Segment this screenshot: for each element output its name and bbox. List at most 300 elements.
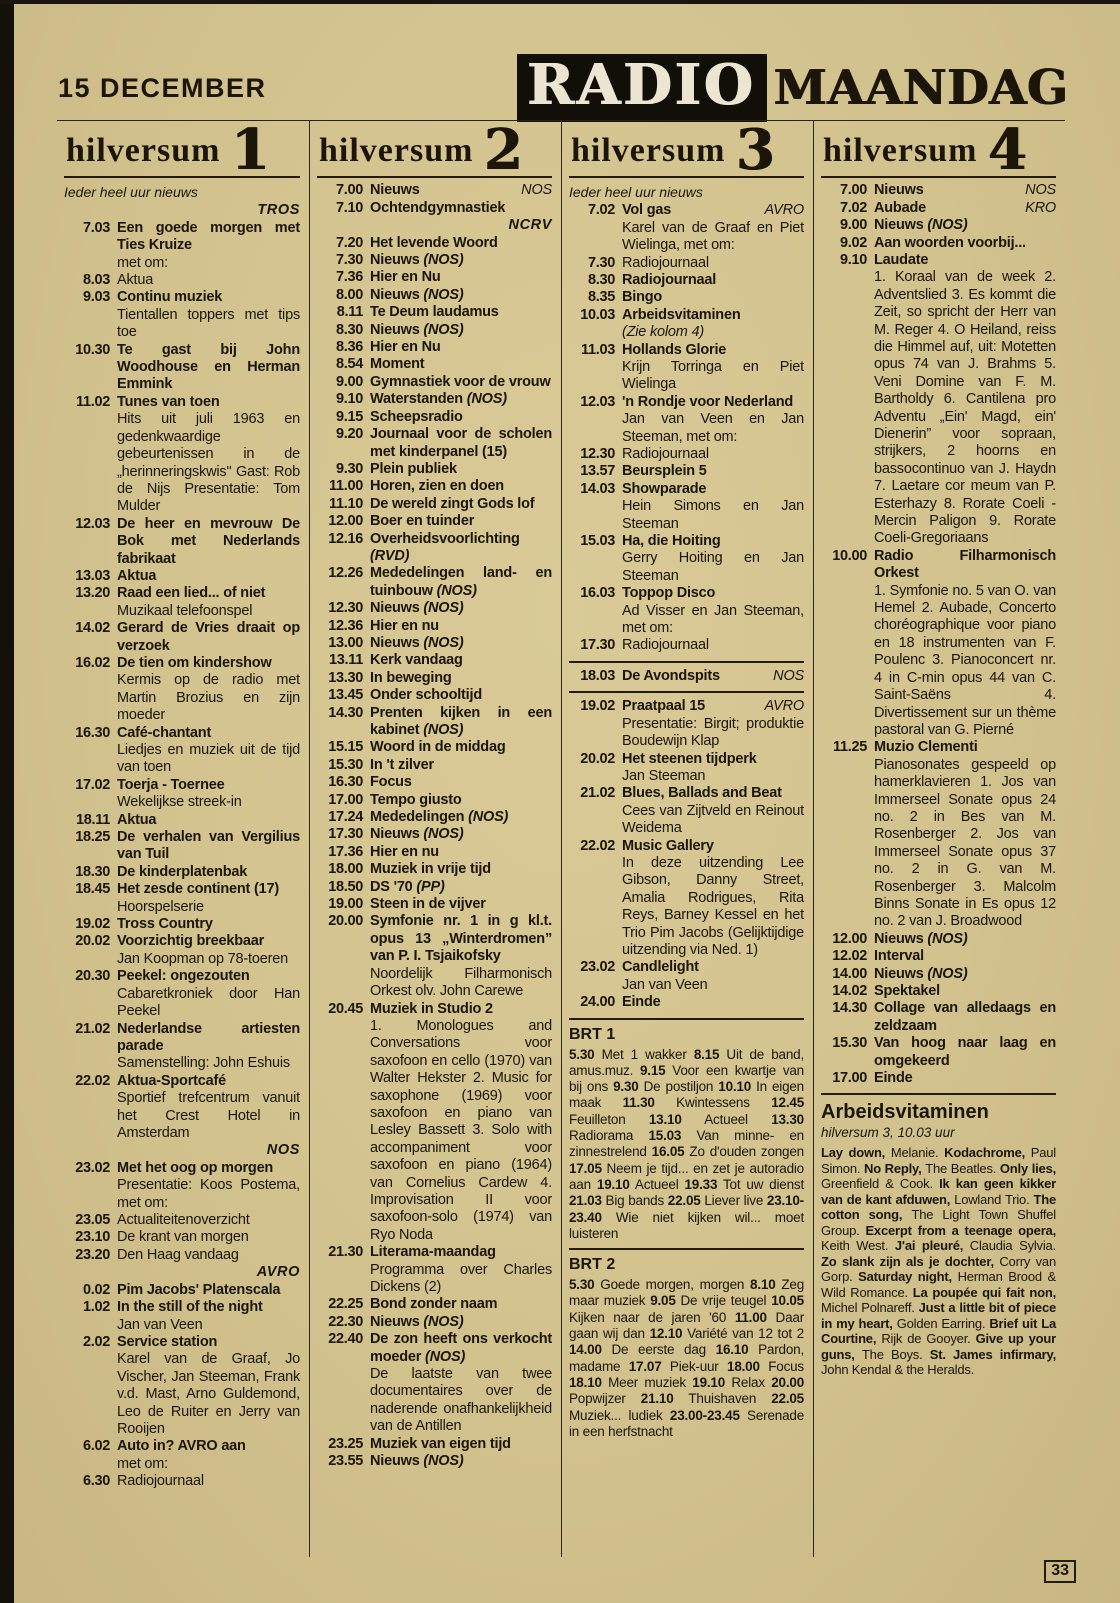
program-title: In beweging: [370, 669, 452, 686]
program-row: [64, 812, 300, 829]
program-desc: Kermis op de radio met Martin Brozius en zijn moeder: [117, 672, 300, 724]
divider-rule: [569, 1018, 804, 1020]
program-row: [569, 255, 804, 272]
program-row: [317, 235, 552, 252]
italic-text-run: (NOS): [423, 600, 464, 617]
scan-edge-left: [0, 0, 14, 1603]
program-title: Pim Jacobs' Platenscala: [117, 1281, 281, 1298]
program-body: [370, 391, 552, 408]
program-desc: met om:: [117, 1455, 168, 1472]
program-title: Bond zonder naam: [370, 1296, 498, 1313]
program-title: Prenten kijken in een kabinet (NOS): [370, 704, 552, 738]
program-title: Nieuws (NOS): [370, 600, 464, 617]
program-body: [370, 478, 552, 495]
program-body: [622, 463, 804, 480]
column-masthead: [569, 117, 804, 183]
column-hilversum-4: [813, 117, 1065, 1557]
bold-text-run: 23.10-23.40: [569, 1193, 804, 1225]
program-time: 8.30: [587, 271, 615, 288]
program-time: 16.30: [75, 724, 110, 741]
program-body: [874, 931, 1056, 948]
program-title: Tunes van toen: [117, 393, 220, 410]
program-title: Te gast bij John Woodhouse en Herman Emmink: [117, 341, 300, 393]
program-row: [64, 1334, 300, 1438]
program-row: [64, 1160, 300, 1212]
song-artist: Keith West.: [821, 1238, 895, 1254]
program-row: [821, 217, 1056, 234]
program-desc: Tientallen toppers met tips toe: [117, 306, 300, 341]
program-row: [317, 252, 552, 269]
program-time: 20.02: [580, 750, 615, 767]
program-row: [821, 252, 1056, 548]
songs-paragraph: [821, 1145, 1056, 1378]
bold-text-run: 8.10: [750, 1277, 776, 1293]
program-title: Peekel: ongezouten: [117, 968, 250, 985]
program-title: Beursplein 5: [622, 463, 707, 480]
program-row: [821, 182, 1056, 199]
program-row: [64, 655, 300, 725]
program-body: [370, 705, 552, 740]
bold-text-run: 13.10: [648, 1111, 682, 1127]
program-desc: Jan Steeman: [622, 767, 706, 784]
program-body: [622, 272, 804, 289]
columns-grid: [57, 117, 1065, 1557]
program-body: [874, 200, 1056, 217]
program-row: [64, 1282, 300, 1299]
program-title: Tross Country: [117, 916, 213, 933]
program-body: [622, 785, 804, 837]
program-row: [317, 896, 552, 913]
radio-logo: RADIO: [517, 54, 768, 122]
program-row: [569, 785, 804, 837]
program-row: [317, 826, 552, 843]
network-tag: NOS: [773, 667, 804, 684]
program-body: [874, 1000, 1056, 1035]
program-body: [370, 792, 552, 809]
song-title: Only lies,: [999, 1160, 1057, 1176]
program-time: 23.02: [75, 1159, 110, 1176]
program-body: [370, 1296, 552, 1313]
program-body: [874, 1070, 1056, 1087]
program-body: [370, 826, 552, 843]
italic-text-run: (NOS): [466, 391, 507, 408]
program-time: 8.11: [336, 304, 363, 321]
date-label: 15 DECEMBER: [58, 72, 267, 103]
program-title: Muzio Clementi: [874, 739, 978, 756]
italic-text-run: (NOS): [436, 582, 477, 599]
program-body: [370, 322, 552, 339]
divider-rule: [569, 661, 804, 663]
song-artist: Lowland Trio.: [954, 1191, 1034, 1207]
program-title: Nieuws (NOS): [370, 1313, 464, 1330]
network-tag: NOS: [1025, 182, 1056, 199]
program-time: 7.02: [839, 199, 867, 216]
program-time: 9.03: [82, 289, 110, 306]
program-time: 9.15: [335, 408, 363, 425]
program-row: [569, 307, 804, 342]
program-time: 23.20: [75, 1246, 110, 1263]
program-body: [117, 1160, 300, 1212]
program-time: 9.10: [335, 391, 363, 408]
bold-text-run: 22.05: [771, 1391, 804, 1407]
radio-masthead: [517, 54, 1068, 122]
program-row: [64, 1299, 300, 1334]
program-row: [317, 705, 552, 740]
program-body: [874, 739, 1056, 930]
program-row: [317, 774, 552, 791]
program-time: 22.30: [328, 1313, 363, 1330]
program-row: [64, 220, 300, 272]
program-desc: 1. Koraal van de week 2. Adventslied 3. Es kommt die Zeit, so spricht der Herr van M. Reger 4. O Heiland, reiss die Himmel auf, uit: Motetten opus 74 van J. Brahms 5. Veni Domine van F. M. Bartholdy 6. Cantilena pro Adventu „Ein' Magd, ein' Dienerin” voor sopraan, strijkers, 2 hoorns en bassocontinuo van J. Haydn 7. Laetare cor meum van P. Esterhazy 8. Rorate Coeli - Mercin Paligon 9. Rorate Coeli-Gregoriaans: [874, 269, 1056, 547]
program-row: [569, 585, 804, 637]
bold-text-run: 9.30: [613, 1079, 639, 1095]
program-body: [117, 777, 300, 812]
program-body: [370, 235, 552, 252]
program-time: 7.00: [335, 182, 363, 199]
network-label: NCRV: [508, 217, 552, 234]
program-time: 7.10: [335, 199, 363, 216]
program-time: 8.30: [335, 321, 363, 338]
program-row: [317, 1314, 552, 1331]
program-title: Actualiteitenoverzicht: [117, 1212, 250, 1229]
program-title: Met het oog op morgen: [117, 1159, 274, 1176]
program-time: 10.30: [75, 341, 110, 358]
program-time: 12.02: [832, 948, 867, 965]
program-row: [821, 1070, 1056, 1087]
program-row: [569, 533, 804, 585]
program-body: [370, 287, 552, 304]
song-title: Just a little bit of piece in my heart,: [821, 1300, 1056, 1331]
program-title: Raad een lied... of niet: [117, 585, 266, 602]
program-row: [317, 565, 552, 600]
program-time: 22.40: [328, 1331, 363, 1348]
program-title: Nieuws (NOS): [370, 1453, 464, 1470]
program-row: [64, 585, 300, 620]
program-body: [370, 409, 552, 426]
program-time: 11.03: [581, 341, 615, 358]
program-time: 13.03: [75, 567, 110, 584]
program-title: Candlelight: [622, 959, 699, 976]
program-row: [569, 446, 804, 463]
program-body: [874, 548, 1056, 739]
program-body: [117, 568, 300, 585]
program-time: 21.02: [580, 785, 615, 802]
program-title: Scheepsradio: [370, 408, 463, 425]
program-title: Het levende Woord: [370, 234, 498, 251]
program-row: [821, 1000, 1056, 1035]
network-label: NOS: [266, 1142, 300, 1159]
program-body: [370, 896, 552, 913]
station-name: hilversum: [66, 132, 221, 170]
program-body: [117, 342, 300, 394]
program-row: [64, 568, 300, 585]
program-row: [569, 394, 804, 446]
program-title: In the still of the night: [117, 1299, 263, 1316]
program-body: [874, 1035, 1056, 1070]
song-title: The cotton song,: [821, 1191, 1056, 1223]
italic-text-run: (NOS): [423, 321, 464, 338]
program-time: 12.00: [832, 930, 867, 947]
program-title: Tempo giusto: [370, 791, 462, 808]
song-title: Give up your guns,: [821, 1331, 1056, 1362]
station-name: hilversum: [319, 132, 474, 170]
program-body: [370, 861, 552, 878]
program-row: [569, 463, 804, 480]
program-title: Music Gallery: [622, 837, 714, 854]
program-body: [370, 913, 552, 1000]
bold-text-run: 5.30: [569, 1046, 595, 1062]
program-title-line: [622, 668, 804, 685]
program-body: [117, 1299, 300, 1334]
program-row: [821, 931, 1056, 948]
program-desc: 1. Symfonie no. 5 van O. van Hemel 2. Aubade, Concerto choréographique voor piano en 18 instrumenten van F. Poulenc 3. Pianoconcert nr. 4 in C-min opus 44 van C. Saint-Saëns 4. Divertissement sur un thème pastoral van G. Pierné: [874, 582, 1056, 738]
italic-text-run: (NOS): [927, 217, 968, 234]
program-title-line: [370, 182, 552, 199]
italic-text-run: (NOS): [423, 826, 464, 843]
program-time: 19.02: [580, 698, 615, 715]
program-time: 12.03: [75, 515, 110, 532]
program-row: [569, 289, 804, 306]
program-row: [317, 374, 552, 391]
program-body: [622, 307, 804, 342]
program-body: [874, 182, 1056, 199]
program-body: [370, 461, 552, 478]
program-row: [64, 916, 300, 933]
program-desc: In deze uitzending Lee Gibson, Danny Street, Amalia Rodrigues, Rita Reys, Barney Kessel en het Trio Pim Jacobs (Gelijktijdige uitzending via Ned. 1): [622, 854, 804, 958]
program-body: [370, 339, 552, 356]
program-body: [370, 513, 552, 530]
program-body: [370, 809, 552, 826]
italic-text-run: (NOS): [927, 965, 968, 982]
program-time: 9.10: [839, 251, 867, 268]
program-title: DS '70 (PP): [370, 878, 445, 895]
song-artist: Herman Brood & Wild Romance.: [821, 1269, 1056, 1300]
network-tag: NOS: [521, 182, 552, 199]
program-row: [317, 739, 552, 756]
program-row: [317, 356, 552, 373]
program-title: Muziek in Studio 2: [370, 1000, 493, 1017]
program-row: [317, 182, 552, 199]
program-title: Nieuws (NOS): [370, 321, 464, 338]
program-title: Nieuws (NOS): [874, 930, 968, 947]
program-row: [569, 959, 804, 994]
program-title: De heer en mevrouw De Bok met Nederlands fabrikaat: [117, 515, 300, 567]
program-title: Bingo: [622, 289, 663, 306]
program-title: Radiojournaal: [622, 271, 717, 288]
program-time: 7.03: [82, 219, 110, 236]
program-time: 13.20: [75, 585, 110, 602]
program-body: [622, 698, 804, 750]
program-title: Den Haag vandaag: [117, 1246, 239, 1263]
program-row: [317, 391, 552, 408]
program-desc: Samenstelling: John Eshuis: [117, 1055, 290, 1072]
program-time: 12.16: [328, 530, 363, 547]
program-title: Continu muziek: [117, 289, 223, 306]
column-masthead: [317, 117, 552, 183]
column-masthead: [64, 117, 300, 183]
column-hilversum-2: [309, 117, 561, 1557]
program-body: [117, 1021, 300, 1073]
program-time: 12.30: [328, 600, 363, 617]
bold-text-run: 16.05: [651, 1144, 685, 1160]
program-title: Voorzichtig breekbaar: [117, 933, 265, 950]
program-body: [117, 394, 300, 516]
program-body: [117, 1282, 300, 1299]
song-artist: Corry van Gorp.: [821, 1253, 1056, 1285]
program-time: 13.00: [328, 634, 363, 651]
bold-text-run: 11.00: [734, 1309, 767, 1325]
program-title: Aktua: [117, 567, 157, 584]
program-title: Radiojournaal: [117, 1473, 204, 1490]
program-row: [821, 948, 1056, 965]
program-time: 17.24: [328, 809, 363, 826]
program-title: Horen, zien en doen: [370, 478, 504, 495]
program-row: [821, 548, 1056, 739]
program-title: Blues, Ballads and Beat: [622, 785, 782, 802]
program-desc: Programma over Charles Dickens (2): [370, 1261, 552, 1295]
network-label: AVRO: [256, 1264, 300, 1281]
program-title: De wereld zingt Gods lof: [370, 495, 535, 512]
program-body: [117, 725, 300, 777]
program-title: Interval: [874, 948, 924, 965]
song-artist: Greenfield & Cook.: [821, 1176, 940, 1192]
program-time: 8.36: [335, 339, 363, 356]
program-title: Nieuws: [370, 182, 420, 199]
program-row: [317, 1331, 552, 1435]
program-body: [117, 655, 300, 725]
column-hilversum-1: [57, 117, 309, 1557]
program-title: Het zesde continent (17): [117, 881, 279, 898]
program-time: 7.20: [335, 234, 363, 251]
program-title: De krant van morgen: [117, 1229, 249, 1246]
program-row: [64, 1212, 300, 1229]
program-time: 11.00: [329, 478, 363, 495]
bold-text-run: 12.45: [771, 1095, 805, 1111]
schedule-paragraph: 5.30 Goede morgen, morgen 8.10 Zeg maar muziek 9.05 De vrije teugel 10.05 Kijken naar de jaren '60 11.00 Daar gaan wij dan 12.10 Variété van 12 tot 2 14.00 De eerste dag 16.10 Pardon, madame 17.07 Piek-uur 18.00 Focus 18.10 Meer muziek 19.10 Relax 20.00 Popwijzer 21.10 Thuishaven 22.05 Muziek... ludiek 23.00-23.45 Serenade in een herfstnacht: [569, 1277, 805, 1439]
program-time: 23.02: [580, 959, 615, 976]
program-row: [317, 200, 552, 217]
program-row: [569, 668, 804, 685]
program-title: Woord in de middag: [370, 739, 506, 756]
song-title: Excerpt from a teenage opera,: [865, 1222, 1056, 1238]
program-title: Plein publiek: [370, 460, 457, 477]
program-desc: Karel van de Graaf, Jo Vischer, Jan Steeman, Frank v.d. Mast, Arno Guldemond, Leo de Ruiter en Jerry van Rooijen: [117, 1351, 300, 1438]
program-title: Symfonie nr. 1 in g kl.t. opus 13 „Winterdromen” van P. I. Tsjaikofsky: [370, 913, 552, 965]
program-row: [317, 339, 552, 356]
program-time: 21.30: [328, 1244, 363, 1261]
song-title: No Reply,: [864, 1160, 926, 1176]
program-body: [874, 217, 1056, 234]
program-time: 14.30: [328, 704, 363, 721]
program-title: Kerk vandaag: [370, 652, 463, 669]
program-time: 11.02: [76, 393, 110, 410]
program-body: [370, 1331, 552, 1435]
program-time: 14.02: [832, 983, 867, 999]
program-time: 10.03: [580, 306, 615, 323]
program-row: [821, 200, 1056, 217]
program-body: [117, 864, 300, 881]
program-row: [317, 618, 552, 635]
song-artist: Paul Simon.: [821, 1145, 1056, 1176]
station-number: 4: [987, 117, 1026, 183]
program-title: Muziek van eigen tijd: [370, 1435, 511, 1452]
program-time: 8.54: [335, 356, 363, 373]
program-title-line: [874, 182, 1056, 199]
program-title: De verhalen van Vergilius van Tuil: [117, 829, 300, 863]
program-time: 6.02: [82, 1438, 110, 1455]
program-time: 17.02: [75, 776, 110, 793]
program-time: 13.45: [328, 687, 363, 704]
italic-text-run: (NOS): [423, 722, 464, 738]
program-desc: Gerry Hoiting en Jan Steeman: [622, 550, 804, 584]
program-body: [622, 751, 804, 786]
program-body: [622, 637, 804, 654]
program-time: 14.00: [832, 965, 867, 982]
program-row: [317, 687, 552, 704]
program-row: [64, 1073, 300, 1143]
program-body: [117, 1247, 300, 1264]
program-time: 18.03: [580, 667, 615, 684]
program-title: Toppop Disco: [622, 585, 716, 602]
program-time: 7.30: [335, 252, 363, 269]
program-body: [117, 881, 300, 916]
program-title: Aktua-Sportcafé: [117, 1072, 226, 1089]
program-title: Nieuws: [874, 182, 924, 199]
program-row: [821, 1035, 1056, 1070]
program-time: 11.25: [833, 739, 867, 756]
program-row: [317, 426, 552, 461]
program-row: [317, 1453, 552, 1470]
program-body: [370, 1244, 552, 1296]
program-title: Ochtendgymnastiek: [370, 199, 506, 216]
program-title: Onder schooltijd: [370, 687, 482, 704]
program-desc: 1. Monologues and Conversations voor saxofoon en cello (1970) van Walter Hekster 2. Music for saxophone (1969) voor saxofoon en piano van Lesley Bassett 3. Solo with accompaniment voor saxofoon en piano (1964) van Cornelius Cardew 4. Improvisation II voor saxofoon-solo (1974) van Ryo Noda: [370, 1017, 552, 1243]
scan-edge-top: [0, 0, 1120, 4]
italic-text-run: (RVD): [370, 547, 410, 564]
program-body: [874, 252, 1056, 548]
program-row: [317, 461, 552, 478]
program-time: 15.30: [328, 756, 363, 773]
program-title-line: [622, 698, 804, 715]
program-body: [622, 394, 804, 446]
program-desc: Liedjes en muziek uit de tijd van toen: [117, 742, 300, 776]
program-row: [64, 829, 300, 864]
bold-text-run: 9.05: [650, 1293, 676, 1309]
program-body: [874, 235, 1056, 252]
network-label: TROS: [257, 202, 300, 219]
program-row: [317, 269, 552, 286]
program-time: 9.20: [335, 426, 363, 443]
program-time: 8.35: [587, 289, 615, 306]
program-title: In 't zilver: [370, 756, 434, 773]
program-row: [569, 637, 804, 654]
program-time: 18.30: [75, 863, 110, 880]
song-title: Kodachrome,: [944, 1145, 1031, 1161]
program-row: [317, 913, 552, 1000]
program-title-line: [874, 200, 1056, 217]
page-header: [58, 54, 1068, 122]
program-title: Hier en Nu: [370, 339, 441, 356]
program-time: 16.03: [580, 585, 615, 602]
program-row: [64, 1229, 300, 1246]
program-title: De tien om kindershow: [117, 654, 272, 671]
program-title: 'n Rondje voor Nederland: [622, 393, 794, 410]
program-title: Vol gas: [622, 202, 672, 219]
program-row: [317, 1436, 552, 1453]
song-title: J'ai pleuré,: [894, 1238, 970, 1254]
program-time: 16.30: [328, 774, 363, 791]
program-title: Showparade: [622, 480, 707, 497]
